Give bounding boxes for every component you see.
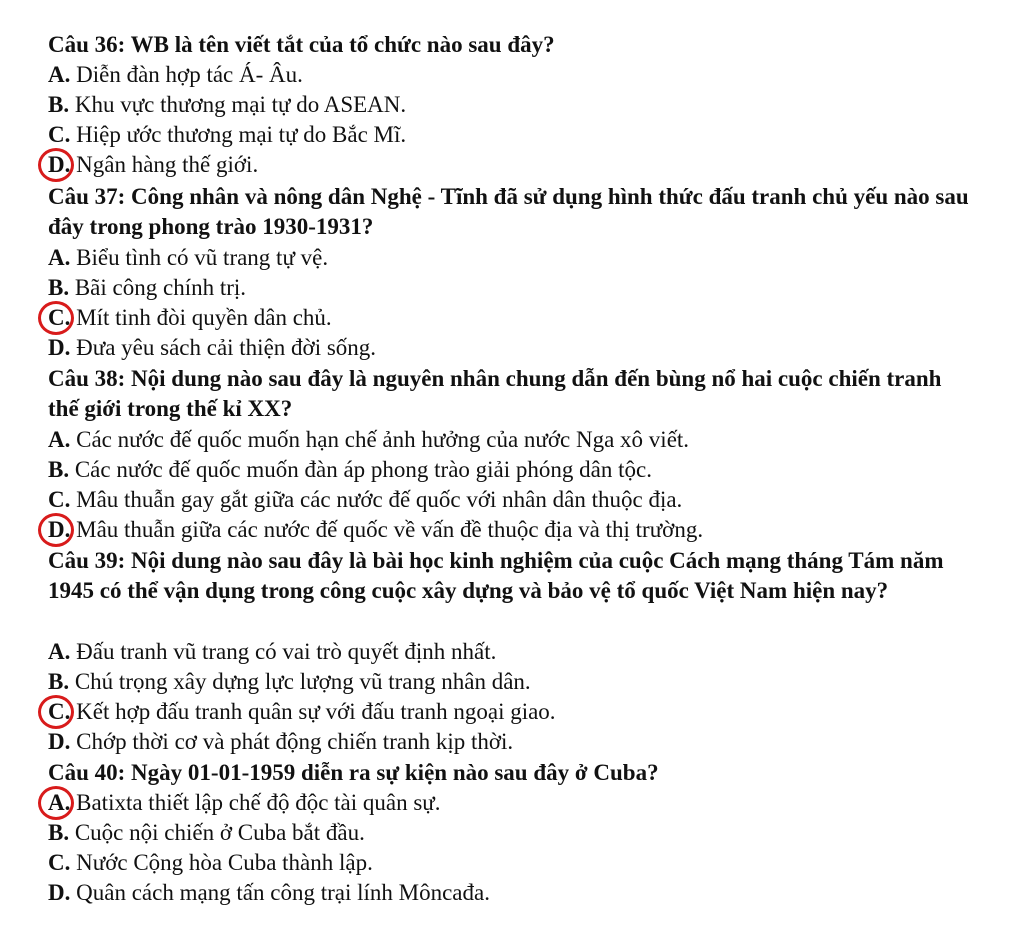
- q37-option-c: [48, 303, 332, 333]
- q39-option-c: [48, 697, 556, 727]
- option-text: Chú trọng xây dựng lực lượng vũ trang nhân dân.: [74, 669, 531, 694]
- option-text: Cuộc nội chiến ở Cuba bắt đầu.: [74, 820, 365, 845]
- option-text: Mâu thuẫn gay gắt giữa các nước đế quốc với nhân dân thuộc địa.: [76, 487, 683, 512]
- option-text: Mít tinh đòi quyền dân chủ.: [76, 305, 332, 330]
- option-text: Nước Cộng hòa Cuba thành lập.: [76, 850, 373, 875]
- option-text: Đấu tranh vũ trang có vai trò quyết định nhất.: [76, 639, 497, 664]
- option-text: Biểu tình có vũ trang tự vệ.: [76, 245, 329, 270]
- option-letter: B.: [48, 275, 70, 300]
- q37-option-a: [48, 243, 328, 273]
- option-letter: D.: [48, 152, 71, 177]
- option-letter: D.: [48, 729, 71, 754]
- q38-option-d: [48, 515, 703, 545]
- option-text: Các nước đế quốc muốn hạn chế ảnh hưởng của nước Nga xô viết.: [76, 427, 690, 452]
- question-39-title: Câu 39: Nội dung nào sau đây là bài học kinh nghiệm của cuộc Cách mạng tháng Tám năm 1945 có thể vận dụng trong công cuộc xây dựng và bảo vệ tổ quốc Việt Nam hiện nay?: [48, 548, 944, 603]
- option-text: Diễn đàn hợp tác Á- Âu.: [76, 62, 303, 87]
- option-letter: C.: [48, 699, 71, 724]
- option-text: Hiệp ước thương mại tự do Bắc Mĩ.: [76, 122, 407, 147]
- question-38-title: Câu 38: Nội dung nào sau đây là nguyên nhân chung dẫn đến bùng nổ hai cuộc chiến tranh thế giới trong thế kỉ XX?: [48, 366, 942, 421]
- option-letter: A.: [48, 245, 71, 270]
- q39-option-a: [48, 637, 496, 667]
- option-letter: B.: [48, 820, 70, 845]
- q40-option-c: [48, 848, 373, 878]
- option-letter: D.: [48, 517, 71, 542]
- option-text: Mâu thuẫn giữa các nước đế quốc về vấn đề thuộc địa và thị trường.: [76, 517, 704, 542]
- option-letter: B.: [48, 92, 70, 117]
- option-letter: B.: [48, 457, 70, 482]
- option-text: Quân cách mạng tấn công trại lính Môncađa.: [76, 880, 490, 905]
- option-letter: C.: [48, 305, 71, 330]
- option-letter: C.: [48, 122, 71, 147]
- option-text: Bãi công chính trị.: [74, 275, 247, 300]
- q37-option-d: [48, 333, 376, 363]
- q40-option-b: [48, 818, 365, 848]
- option-letter: A.: [48, 62, 71, 87]
- q36-option-a: [48, 60, 303, 90]
- option-letter: D.: [48, 880, 71, 905]
- q36-option-c: [48, 120, 406, 150]
- option-text: Ngân hàng thế giới.: [76, 152, 259, 177]
- q36-option-d: [48, 150, 258, 180]
- option-text: Chớp thời cơ và phát động chiến tranh kịp thời.: [76, 729, 514, 754]
- question-36-title: Câu 36: WB là tên viết tắt của tổ chức nào sau đây?: [48, 32, 555, 57]
- q38-option-a: [48, 425, 689, 455]
- q39-option-b: [48, 667, 531, 697]
- option-letter: A.: [48, 790, 71, 815]
- option-letter: D.: [48, 335, 71, 360]
- q39-option-d: [48, 727, 513, 757]
- option-text: Đưa yêu sách cải thiện đời sống.: [76, 335, 377, 360]
- option-letter: A.: [48, 639, 71, 664]
- q36-option-b: [48, 90, 406, 120]
- option-text: Khu vực thương mại tự do ASEAN.: [74, 92, 407, 117]
- q40-option-d: [48, 878, 490, 908]
- question-37-title: Câu 37: Công nhân và nông dân Nghệ - Tĩnh đã sử dụng hình thức đấu tranh chủ yếu nào sau đây trong phong trào 1930-1931?: [48, 184, 969, 239]
- option-text: Batixta thiết lập chế độ độc tài quân sự.: [76, 790, 441, 815]
- q38-option-c: [48, 485, 682, 515]
- q38-option-b: [48, 455, 652, 485]
- q37-option-b: [48, 273, 246, 303]
- option-text: Kết hợp đấu tranh quân sự với đấu tranh ngoại giao.: [76, 699, 556, 724]
- question-40-title: Câu 40: Ngày 01-01-1959 diễn ra sự kiện nào sau đây ở Cuba?: [48, 760, 659, 785]
- option-letter: C.: [48, 850, 71, 875]
- option-letter: A.: [48, 427, 71, 452]
- option-letter: C.: [48, 487, 71, 512]
- option-letter: B.: [48, 669, 70, 694]
- option-text: Các nước đế quốc muốn đàn áp phong trào giải phóng dân tộc.: [74, 457, 652, 482]
- q40-option-a: [48, 788, 441, 818]
